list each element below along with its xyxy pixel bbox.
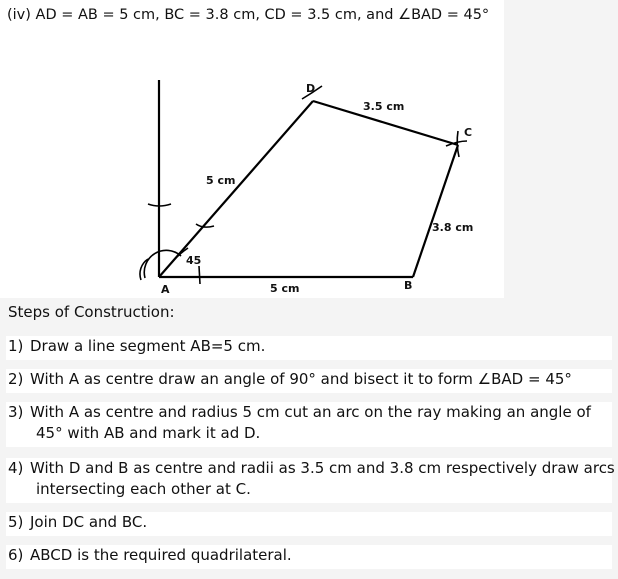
- step-text: With D and B as centre and radii as 3.5 cm and 3.8 cm respectively draw arcs: [30, 459, 615, 477]
- point-a-label: A: [161, 283, 170, 296]
- step-1: [6, 336, 612, 360]
- step-3: [6, 402, 612, 447]
- segment-bc: [413, 145, 458, 277]
- bc-length-label: 3.8 cm: [432, 221, 474, 234]
- step-number: 4): [8, 459, 24, 477]
- steps-title: Steps of Construction:: [8, 303, 175, 321]
- step-text-continued: 45° with AB and mark it ad D.: [36, 424, 261, 442]
- step-text: Join DC and BC.: [30, 513, 148, 531]
- step-text-continued: intersecting each other at C.: [36, 480, 251, 498]
- step-number: 5): [8, 513, 24, 531]
- step-number: 6): [8, 546, 24, 564]
- step-text: ABCD is the required quadrilateral.: [30, 546, 292, 564]
- ad-length-label: 5 cm: [206, 174, 236, 187]
- segment-ad: [159, 101, 313, 277]
- arc-mark-ab: [199, 266, 200, 284]
- step-6: [6, 545, 612, 569]
- problem-statement: (iv) AD = AB = 5 cm, BC = 3.8 cm, CD = 3.5 cm, and ∠BAD = 45°: [7, 7, 490, 23]
- point-d-label: D: [306, 82, 316, 95]
- angle-label: 45: [186, 254, 202, 267]
- point-b-label: B: [404, 279, 413, 292]
- point-c-label: C: [464, 126, 473, 139]
- construction-diagram: [0, 32, 504, 298]
- ab-length-label: 5 cm: [270, 282, 300, 295]
- step-number: 3): [8, 403, 24, 421]
- problem-header: [0, 0, 504, 32]
- dc-length-label: 3.5 cm: [363, 100, 405, 113]
- step-5: [6, 512, 612, 536]
- step-text: With A as centre and radius 5 cm cut an arc on the ray making an angle of: [30, 403, 591, 421]
- step-2: [6, 369, 612, 393]
- step-number: 1): [8, 337, 24, 355]
- step-text: With A as centre draw an angle of 90° and bisect it to form ∠BAD = 45°: [30, 370, 572, 388]
- step-4: [6, 458, 615, 503]
- construction-figure: [0, 32, 504, 298]
- step-text: Draw a line segment AB=5 cm.: [30, 337, 266, 355]
- step-number: 2): [8, 370, 24, 388]
